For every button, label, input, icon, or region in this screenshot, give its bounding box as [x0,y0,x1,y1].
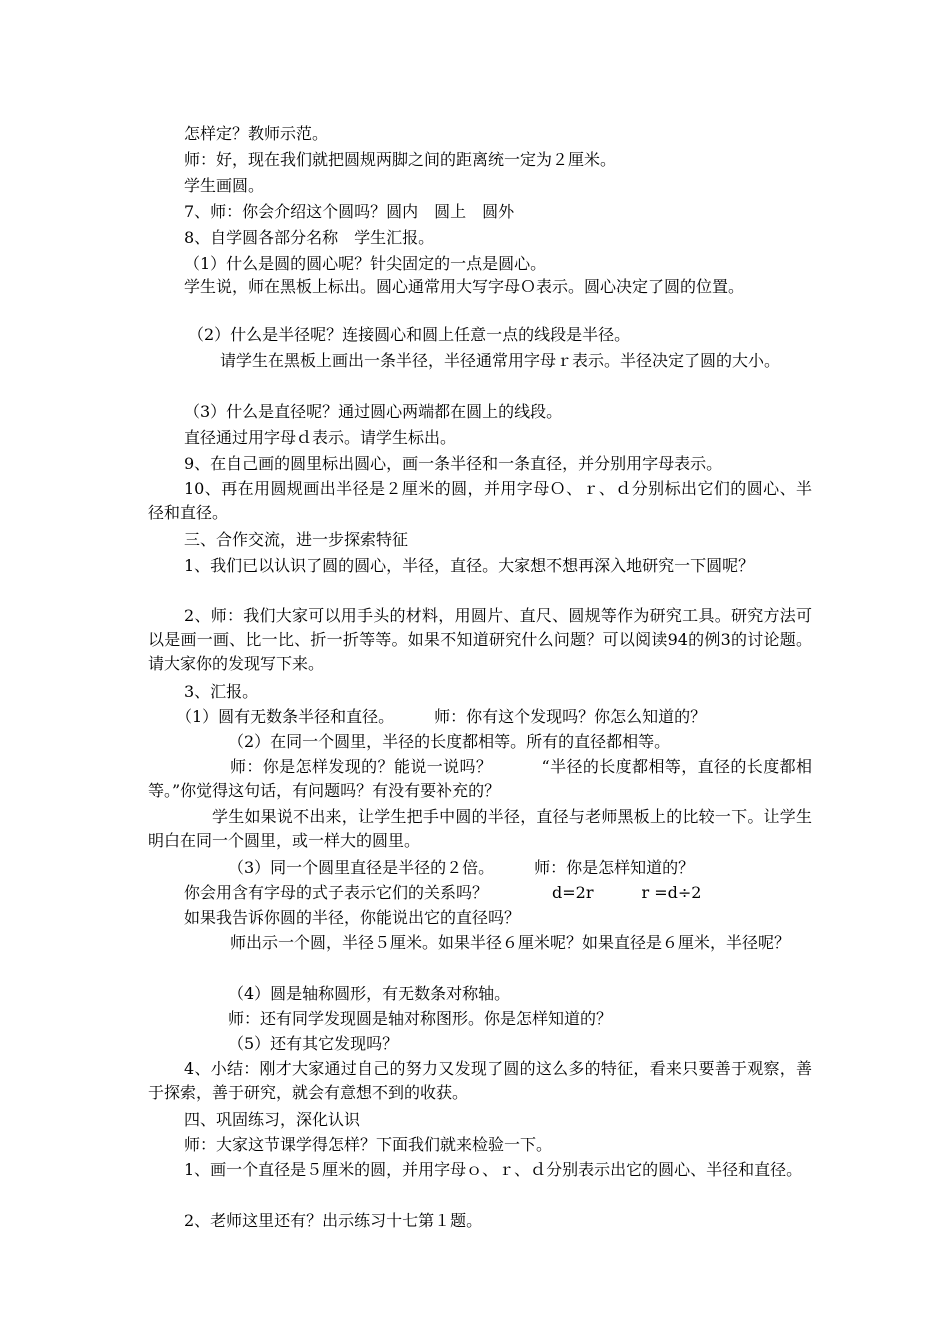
text-line: 如果我告诉你圆的半径，你能说出它的直径吗？ [184,908,521,927]
text-line: （5）还有其它发现吗？ [228,1034,399,1053]
text-line: 怎样定？教师示范。 [184,124,329,143]
text-line: （3）什么是直径呢？通过圆心两端都在圆上的线段。 [184,402,563,421]
section-heading: 四、巩固练习，深化认识 [184,1110,361,1129]
text-paragraph: 学生如果说不出来，让学生把手中圆的半径，直径与老师黑板上的比较一下。让学生明白在同一个圆里，或一样大的圆里。 [148,807,812,850]
text-paragraph: 10、再在用圆规画出半径是２厘米的圆，并用字母Ｏ、ｒ、ｄ分别标出它们的圆心、半径和直径。 [148,479,812,522]
text-paragraph: 师：你是怎样发现的？能说一说吗？ “半径的长度都相等，直径的长度都相等。”你觉得这句话，有问题吗？有没有要补充的？ [148,757,812,800]
text-paragraph: 1、画一个直径是５厘米的圆，并用字母ｏ、ｒ、ｄ分别表示出它的圆心、半径和直径。 [184,1160,803,1179]
text-paragraph: 4、小结：刚才大家通过自己的努力又发现了圆的这么多的特征，看来只要善于观察，善于探索，善于研究，就会有意想不到的收获。 [148,1059,812,1102]
section-heading: 三、合作交流，进一步探索特征 [184,530,409,549]
text-line: （1）什么是圆的圆心呢？针尖固定的一点是圆心。 [184,254,547,273]
text-paragraph: 学生说，师在黑板上标出。圆心通常用大写字母Ｏ表示。圆心决定了圆的位置。 [184,277,745,296]
text-line: （2）什么是半径呢？连接圆心和圆上任意一点的线段是半径。 [188,325,631,344]
text-line: 3、汇报。 [184,682,259,701]
text-paragraph: 1、我们已以认识了圆的圆心，半径，直径。大家想不想再深入地研究一下圆呢？ [184,556,755,575]
text-line: （2）在同一个圆里，半径的长度都相等。所有的直径都相等。 [228,732,671,751]
text-line: 师：还有同学发现圆是轴对称图形。你是怎样知道的？ [228,1009,613,1028]
text-line: 学生画圆。 [184,176,265,195]
text-line: 2、老师这里还有？出示练习十七第１题。 [184,1211,483,1230]
text-paragraph: 师出示一个圆，半径５厘米。如果半径６厘米呢？如果直径是６厘米，半径呢？ [230,933,791,952]
text-line: 8、自学圆各部分名称 学生汇报。 [184,228,435,247]
text-paragraph: 2、师：我们大家可以用手头的材料，用圆片、直尺、圆规等作为研究工具。研究方法可以是画一画、比一比、折一折等等。如果不知道研究什么问题？可以阅读94的例3的讨论题。请大家你的发现写下来。 [148,606,812,673]
text-paragraph: 请学生在黑板上画出一条半径，半径通常用字母ｒ表示。半径决定了圆的大小。 [220,351,781,370]
text-line: （1）圆有无数条半径和直径。 师：你有这个发现吗？你怎么知道的？ [176,707,707,726]
text-line: 师：好，现在我们就把圆规两脚之间的距离统一定为２厘米。 [184,150,617,169]
text-line: 7、师：你会介绍这个圆吗？圆内 圆上 圆外 [184,202,515,221]
text-line: （3）同一个圆里直径是半径的２倍。 师：你是怎样知道的？ [228,858,695,877]
text-line: 你会用含有字母的式子表示它们的关系吗？ d=2r r =d÷2 [184,883,702,902]
text-line: 师：大家这节课学得怎样？下面我们就来检验一下。 [184,1135,553,1154]
text-line: （4）圆是轴称圆形，有无数条对称轴。 [228,984,511,1003]
text-line: 直径通过用字母ｄ表示。请学生标出。 [184,428,457,447]
text-line: 9、在自己画的圆里标出圆心，画一条半径和一条直径，并分别用字母表示。 [184,454,723,473]
